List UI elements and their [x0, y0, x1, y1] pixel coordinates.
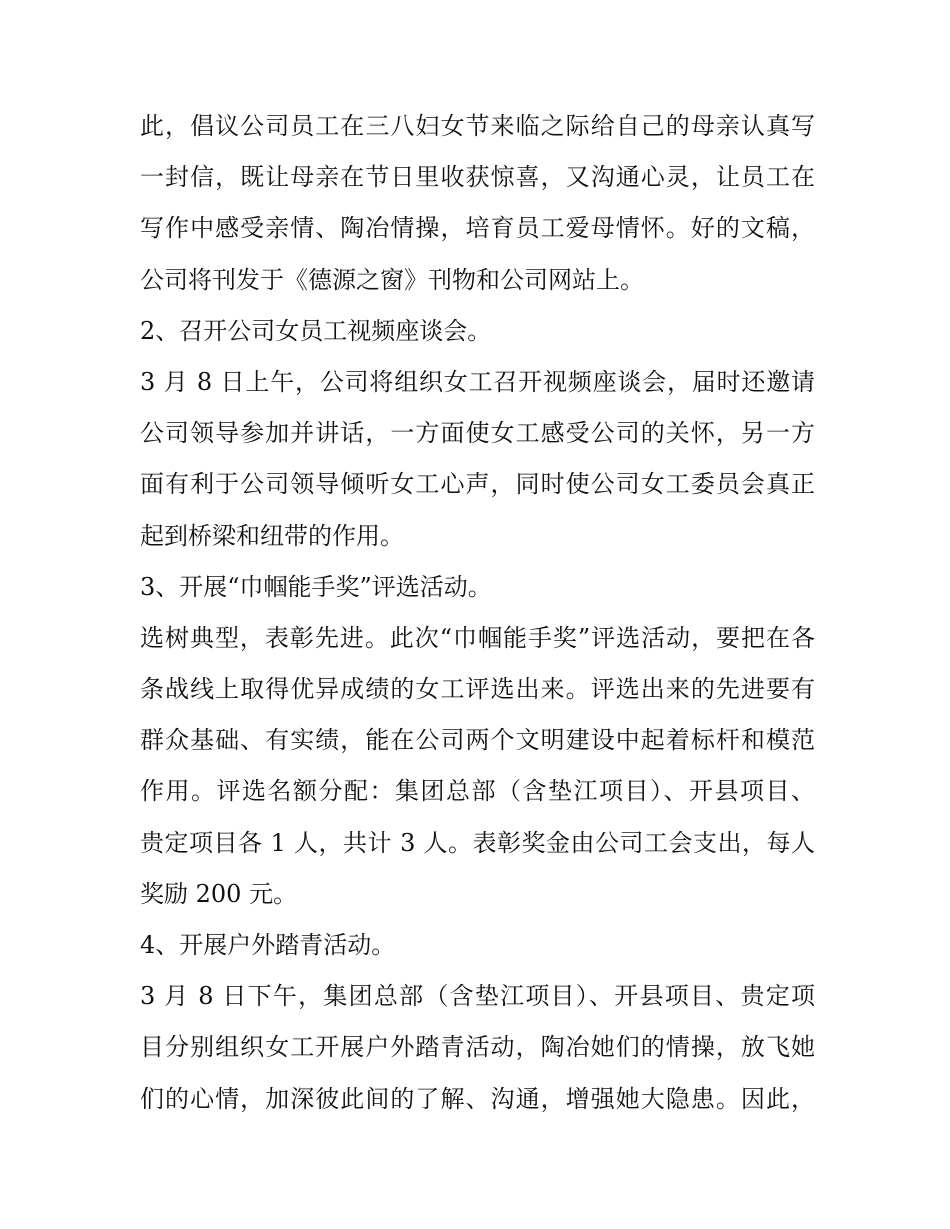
text-line: 写作中感受亲情、陶冶情操，培育员工爱母情怀。好的文稿，: [140, 214, 815, 243]
text-line: 群众基础、有实绩，能在公司两个文明建设中起着标杆和模范: [140, 726, 815, 755]
text-line: 贵定项目各 1 人，共计 3 人。表彰奖金由公司工会支出，每人: [140, 828, 815, 857]
text-line: 此，倡议公司员工在三八妇女节来临之际给自己的母亲认真写: [140, 112, 815, 140]
text-line: 公司将刊发于《德源之窗》刊物和公司网站上。: [140, 265, 644, 294]
section-heading: 3、开展“巾帼能手奖”评选活动。: [140, 572, 492, 601]
text-line: 条战线上取得优异成绩的女工评选出来。评选出来的先进要有: [140, 675, 815, 704]
text-line: 3 月 8 日下午，集团总部（含垫江项目）、开县项目、贵定项: [140, 982, 815, 1011]
section-heading: 4、开展户外踏青活动。: [140, 931, 396, 959]
text-line: 选树典型，表彰先进。此次“巾帼能手奖”评选活动，要把在各: [140, 623, 815, 652]
document-body: [140, 101, 815, 1125]
text-line: 3 月 8 日上午，公司将组织女工召开视频座谈会，届时还邀请: [140, 367, 815, 396]
text-line: 面有利于公司领导倾听女工心声，同时使公司女工委员会真正: [140, 470, 815, 499]
text-line: 们的心情，加深彼此间的了解、沟通，增强她大隐患。因此，: [140, 1084, 815, 1113]
text-line: 起到桥梁和纽带的作用。: [140, 521, 404, 550]
text-line: 作用。评选名额分配：集团总部（含垫江项目）、开县项目、: [140, 777, 815, 806]
text-line: 奖励 200 元。: [140, 879, 298, 908]
text-line: 目分别组织女工开展户外踏青活动，陶冶她们的情操，放飞她: [140, 1033, 815, 1062]
section-heading: 2、召开公司女员工视频座谈会。: [140, 316, 492, 345]
text-line: 一封信，既让母亲在节日里收获惊喜，又沟通心灵，让员工在: [140, 163, 815, 192]
text-line: 公司领导参加并讲话，一方面使女工感受公司的关怀，另一方: [140, 419, 815, 448]
